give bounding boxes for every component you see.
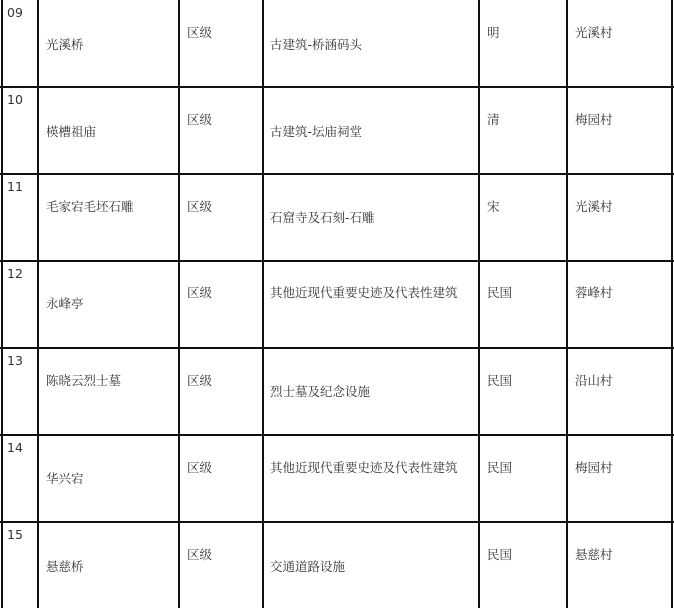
site-name: 毛家宕毛坯石雕 <box>46 199 134 214</box>
site-category: 古建筑-坛庙祠堂 <box>270 124 363 139</box>
site-name: 华兴宕 <box>46 471 84 486</box>
table-row <box>0 0 674 86</box>
protection-level: 区级 <box>187 285 213 300</box>
site-category: 其他近现代重要史迹及代表性建筑 <box>270 285 458 300</box>
row-number: 12 <box>7 266 23 281</box>
site-category: 石窟寺及石刻-石雕 <box>270 210 375 225</box>
village: 悬慈村 <box>575 547 613 562</box>
site-category: 其他近现代重要史迹及代表性建筑 <box>270 460 458 475</box>
era: 宋 <box>487 199 500 214</box>
site-name: 光溪桥 <box>46 37 84 52</box>
village: 梅园村 <box>575 112 613 127</box>
row-number: 15 <box>7 527 23 542</box>
table-row <box>0 523 674 608</box>
protection-level: 区级 <box>187 460 213 475</box>
site-name: 悬慈桥 <box>46 559 84 574</box>
row-number: 13 <box>7 353 23 368</box>
site-category: 古建筑-桥涵码头 <box>270 37 363 52</box>
table-row <box>0 175 674 260</box>
table-row <box>0 349 674 434</box>
protection-level: 区级 <box>187 112 213 127</box>
protection-level: 区级 <box>187 547 213 562</box>
village: 沿山村 <box>575 373 613 388</box>
site-name: 陈晓云烈士墓 <box>46 373 122 388</box>
protection-level: 区级 <box>187 373 213 388</box>
row-number: 11 <box>7 179 23 194</box>
site-category: 烈士墓及纪念设施 <box>270 384 371 399</box>
row-number: 14 <box>7 440 23 455</box>
table-row <box>0 262 674 347</box>
village: 梅园村 <box>575 460 613 475</box>
era: 民国 <box>487 547 513 562</box>
site-category: 交通道路设施 <box>270 559 346 574</box>
site-name: 永峰亭 <box>46 296 84 311</box>
era: 民国 <box>487 373 513 388</box>
protection-level: 区级 <box>187 25 213 40</box>
table-row <box>0 436 674 521</box>
era: 民国 <box>487 460 513 475</box>
protection-level: 区级 <box>187 199 213 214</box>
village: 蓉峰村 <box>575 285 613 300</box>
row-number: 09 <box>7 5 23 20</box>
era: 明 <box>487 25 500 40</box>
village: 光溪村 <box>575 199 613 214</box>
site-name: 楧槽祖庙 <box>46 124 97 139</box>
era: 清 <box>487 112 500 127</box>
village: 光溪村 <box>575 25 613 40</box>
table-row <box>0 88 674 173</box>
row-number: 10 <box>7 92 23 107</box>
era: 民国 <box>487 285 513 300</box>
